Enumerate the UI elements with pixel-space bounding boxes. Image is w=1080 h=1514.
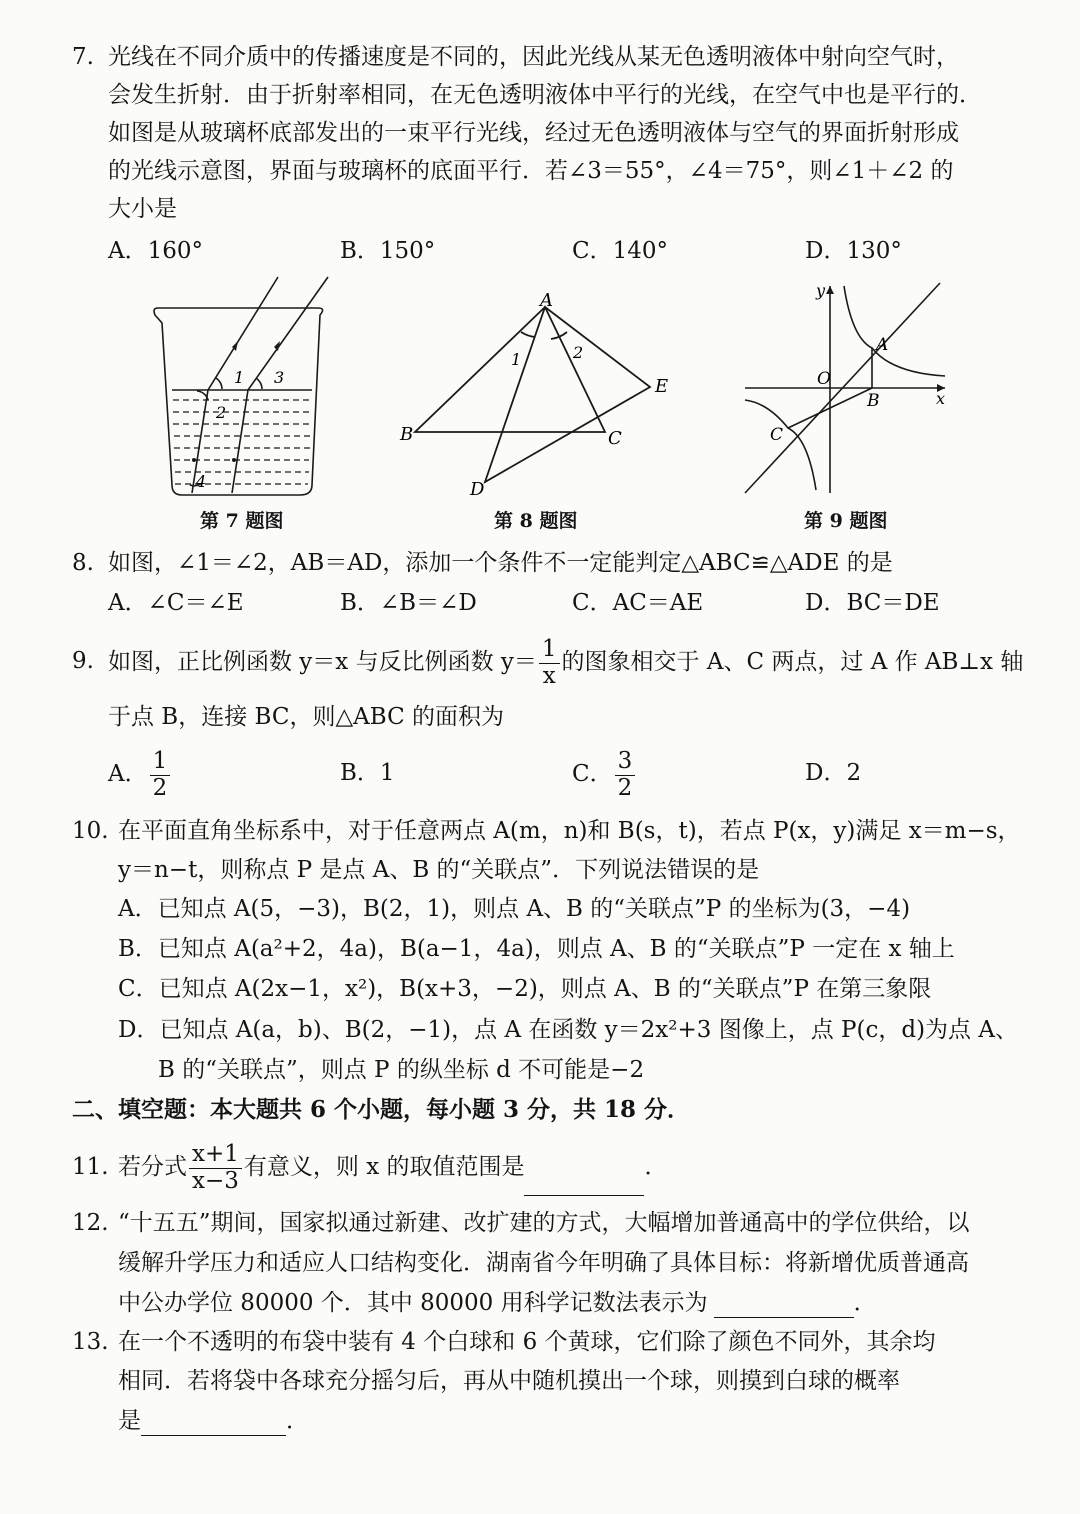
q11-text-before: 若分式 <box>118 1154 187 1180</box>
q7-option-c: C．140° <box>572 238 668 264</box>
q9-option-c-label: C． <box>572 761 613 787</box>
fig8-label-e: E <box>655 376 669 397</box>
q9-option-c-fraction <box>615 749 636 801</box>
q9-text-before: 如图，正比例函数 y＝x 与反比例函数 y＝ <box>108 649 537 675</box>
q13-line-1: 在一个不透明的布袋中装有 4 个白球和 6 个黄球，它们除了颜色不同外，其余均 <box>118 1329 936 1355</box>
q10-option-d-line-1: D．已知点 A(a，b)、B(2，−1)，点 A 在函数 y＝2x²+3 图像上，点 P(c，d)为点 A、 <box>118 1017 1018 1043</box>
q7-line-1: 光线在不同介质中的传播速度是不同的，因此光线从某无色透明液体中射向空气时， <box>108 44 959 70</box>
q10-option-a: A．已知点 A(5，−3)，B(2，1)，则点 A、B 的“关联点”P 的坐标为(3，−4) <box>118 896 911 922</box>
q11-frac-den: x−3 <box>192 1167 239 1194</box>
q12-line-3 <box>118 1288 877 1318</box>
q9-text-after: 的图象相交于 A、C 两点，过 A 作 AB⊥x 轴 <box>561 649 1024 675</box>
q7-line-4: 的光线示意图，界面与玻璃杯的底面平行．若∠3＝55°，∠4＝75°，则∠1＋∠2 的 <box>108 158 954 184</box>
q9-option-a-fraction <box>150 749 171 801</box>
fig7-label-2: 2 <box>216 403 227 422</box>
q9-stem-line-1 <box>108 634 1023 690</box>
q12-end: ． <box>853 1290 877 1316</box>
fig9-label-c: C <box>770 425 784 445</box>
q13-answer-blank[interactable] <box>141 1411 286 1436</box>
q11-answer-blank[interactable] <box>524 1171 644 1196</box>
q13-line-2: 相同．若将袋中各球充分摇匀后，再从中随机摸出一个球，则摸到白球的概率 <box>118 1368 900 1394</box>
figure-9-graph <box>740 278 955 498</box>
q7-line-3: 如图是从玻璃杯底部发出的一束平行光线，经过无色透明液体与空气的界面折射形成 <box>108 120 959 146</box>
q11-frac-num: x+1 <box>189 1142 242 1168</box>
q12-answer-blank[interactable] <box>714 1293 854 1318</box>
q13-number: 13. <box>72 1329 109 1355</box>
fig9-label-b: B <box>867 391 880 411</box>
q12-number: 12. <box>72 1210 109 1236</box>
figure-8-triangles <box>395 292 685 502</box>
q8-stem: 如图，∠1＝∠2，AB＝AD，添加一个条件不一定能判定△ABC≌△ADE 的是 <box>108 550 893 576</box>
q12-line-1: “十五五”期间，国家拟通过新建、改扩建的方式，大幅增加普通高中的学位供给，以 <box>118 1210 970 1236</box>
fig8-label-a: A <box>540 292 553 311</box>
q9-option-a <box>108 746 172 802</box>
q8-option-d: D．BC＝DE <box>805 590 940 616</box>
q7-line-2: 会发生折射．由于折射率相同，在无色透明液体中平行的光线，在空气中也是平行的． <box>108 82 982 108</box>
q9-option-a-num: 1 <box>150 749 171 775</box>
q9-frac-num: 1 <box>539 637 560 663</box>
fig8-label-1: 1 <box>511 350 522 369</box>
q10-number: 10. <box>72 818 109 844</box>
fig8-label-b: B <box>400 424 414 445</box>
q9-option-c-den: 2 <box>617 774 633 801</box>
q10-option-b: B．已知点 A(a²+2，4a)，B(a−1，4a)，则点 A、B 的“关联点”P 一定在 x 轴上 <box>118 936 955 962</box>
q9-option-c <box>572 746 637 802</box>
q9-option-c-num: 3 <box>615 749 636 775</box>
q8-option-b: B．∠B＝∠D <box>340 590 477 616</box>
fig9-label-x: x <box>936 389 946 408</box>
q7-option-b: B．150° <box>340 238 436 264</box>
fig9-label-o: O <box>817 369 831 389</box>
q8-number: 8. <box>72 550 94 576</box>
q13-end: ． <box>286 1408 309 1434</box>
q9-option-d: D．2 <box>805 760 862 786</box>
q10-option-d-line-2: B 的“关联点”，则点 P 的纵坐标 d 不可能是−2 <box>158 1057 645 1083</box>
q11-end: ． <box>644 1154 668 1180</box>
fig7-label-3: 3 <box>274 368 285 387</box>
q11-number: 11. <box>72 1154 109 1180</box>
q8-option-a: A．∠C＝∠E <box>108 590 244 616</box>
q7-option-a: A．160° <box>108 238 204 264</box>
q11-fraction <box>189 1142 242 1194</box>
q9-option-b: B．1 <box>340 760 395 786</box>
q9-frac-den: x <box>542 662 556 689</box>
figure-8-caption: 第 8 题图 <box>494 510 578 532</box>
q11-stem <box>118 1138 667 1196</box>
q9-stem-line-2: 于点 B，连接 BC，则△ABC 的面积为 <box>108 704 504 730</box>
q7-number: 7. <box>72 44 94 70</box>
q12-line-2: 缓解升学压力和适应人口结构变化．湖南省今年明确了具体目标：将新增优质普通高 <box>118 1250 969 1276</box>
figure-7-caption: 第 7 题图 <box>200 510 284 532</box>
q10-line-2: y＝n−t，则称点 P 是点 A、B 的“关联点”．下列说法错误的是 <box>118 857 760 883</box>
fig9-label-y: y <box>816 281 826 300</box>
figure-7-beaker <box>150 275 340 500</box>
fig7-label-4: 4 <box>196 472 207 491</box>
fig8-label-2: 2 <box>573 343 584 362</box>
fig7-label-1: 1 <box>234 368 245 387</box>
fig8-label-c: C <box>608 428 622 449</box>
q12-line-3-text: 中公办学位 80000 个．其中 80000 用科学记数法表示为 <box>118 1290 708 1316</box>
fig8-label-d: D <box>470 479 485 500</box>
q9-fraction <box>539 637 560 689</box>
q10-option-c: C．已知点 A(2x−1，x²)，B(x+3，−2)，则点 A、B 的“关联点”P 在第三象限 <box>118 976 932 1002</box>
q8-option-c: C．AC＝AE <box>572 590 704 616</box>
q7-line-5: 大小是 <box>108 196 177 222</box>
figure-9-caption: 第 9 题图 <box>804 510 888 532</box>
q9-option-a-label: A． <box>108 761 148 787</box>
q13-line-3-text: 是 <box>118 1408 141 1434</box>
section-2-title: 二、填空题：本大题共 6 个小题，每小题 3 分，共 18 分． <box>72 1096 691 1123</box>
q9-option-a-den: 2 <box>152 774 168 801</box>
q13-line-3 <box>118 1406 309 1436</box>
q11-text-after: 有意义，则 x 的取值范围是 <box>243 1154 525 1180</box>
fig9-label-a: A <box>876 335 889 355</box>
q7-option-d: D．130° <box>805 238 902 264</box>
q10-line-1: 在平面直角坐标系中，对于任意两点 A(m，n)和 B(s，t)，若点 P(x，y)满足 x＝m−s， <box>118 818 1021 844</box>
q9-number: 9. <box>72 648 94 674</box>
